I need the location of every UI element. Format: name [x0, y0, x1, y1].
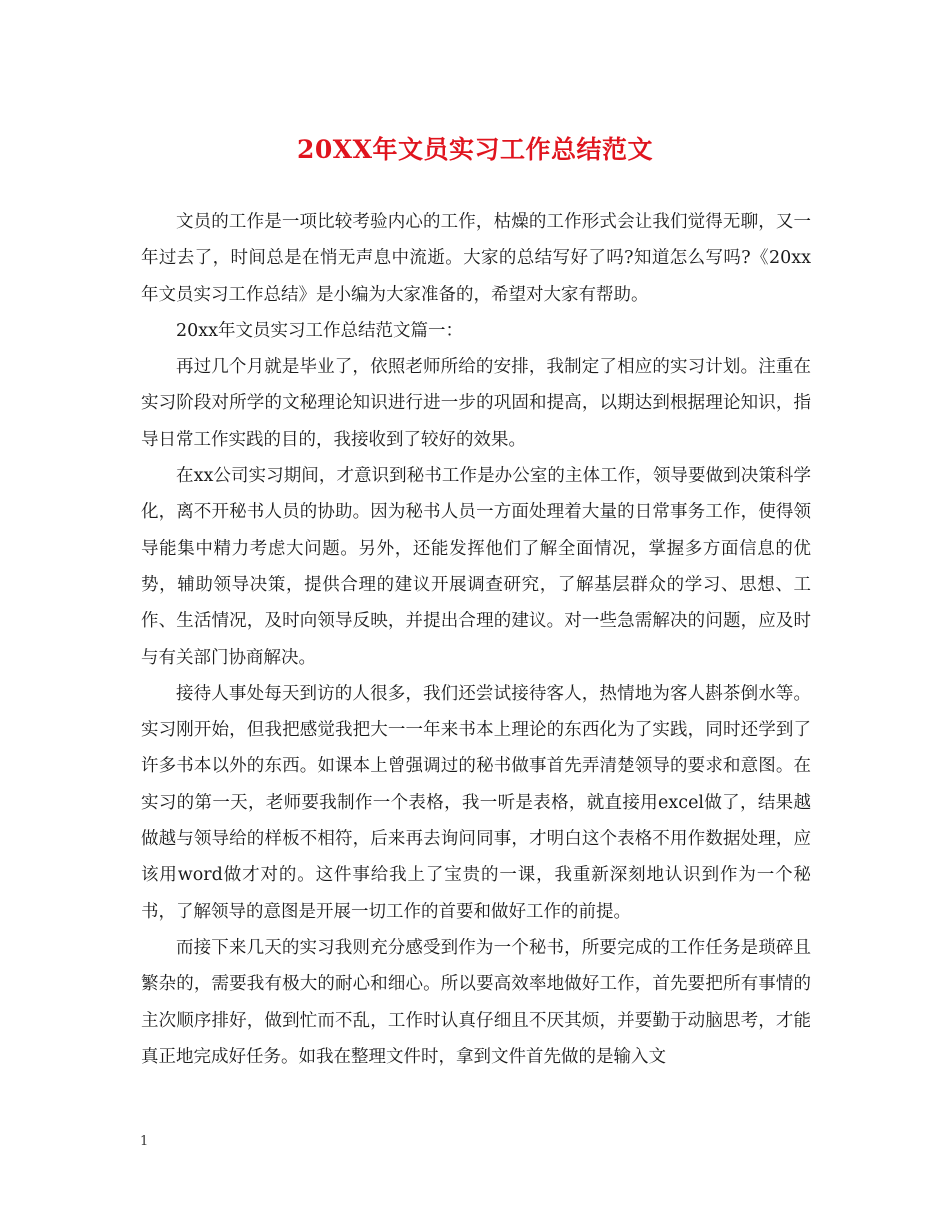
- page-number: 1: [140, 1134, 149, 1149]
- paragraph-following-days: 而接下来几天的实习我则充分感受到作为一个秘书，所要完成的工作任务是琐碎且繁杂的，需要我有极大的耐心和细心。所以要高效率地做好工作，首先要把所有事情的主次顺序排好，做到忙而不乱，工作时认真仔细且不厌其烦，并要勤于动脑思考，才能真正地完成好任务。如我在整理文件时，拿到文件首先做的是输入文: [141, 937, 811, 1067]
- document-title: 20XX年文员实习工作总结范文: [296, 135, 654, 164]
- document-body: [141, 204, 811, 1075]
- paragraph-reception: 接待人事处每天到访的人很多，我们还尝试接待客人，热情地为客人斟茶倒水等。实习刚开始，但我把感觉我把大一一年来书本上理论的东西化为了实践，同时还学到了许多书本以外的东西。如课本上曾强调过的秘书做事首先弄清楚领导的要求和意图。在实习的第一天，老师要我制作一个表格，我一听是表格，就直接用excel做了，结果越做越与领导给的样板不相符，后来再去询问同事，才明白这个表格不用作数据处理，应该用word做才对的。这件事给我上了宝贵的一课，我重新深刻地认识到作为一个秘书，了解领导的意图是开展一切工作的首要和做好工作的前提。: [141, 683, 811, 922]
- paragraph-secretary-role: 在xx公司实习期间，才意识到秘书工作是办公室的主体工作，领导要做到决策科学化，离不开秘书人员的协助。因为秘书人员一方面处理着大量的日常事务工作，使得领导能集中精力考虑大问题。另外，还能发挥他们了解全面情况，掌握多方面信息的优势，辅助领导决策，提供合理的建议开展调查研究，了解基层群众的学习、思想、工作、生活情况，及时向领导反映，并提出合理的建议。对一些急需解决的问题，应及时与有关部门协商解决。: [141, 466, 811, 668]
- paragraph-section-heading: 20xx年文员实习工作总结范文篇一：: [176, 320, 464, 341]
- paragraph-internship-plan: 再过几个月就是毕业了，依照老师所给的安排，我制定了相应的实习计划。注重在实习阶段对所学的文秘理论知识进行进一步的巩固和提高，以期达到根据理论知识，指导日常工作实践的目的，我接收到了较好的效果。: [141, 357, 811, 450]
- paragraph-intro: 文员的工作是一项比较考验内心的工作，枯燥的工作形式会让我们觉得无聊，又一年过去了，时间总是在悄无声息中流逝。大家的总结写好了吗?知道怎么写吗?《20xx年文员实习工作总结》是小编为大家准备的，希望对大家有帮助。: [141, 212, 811, 305]
